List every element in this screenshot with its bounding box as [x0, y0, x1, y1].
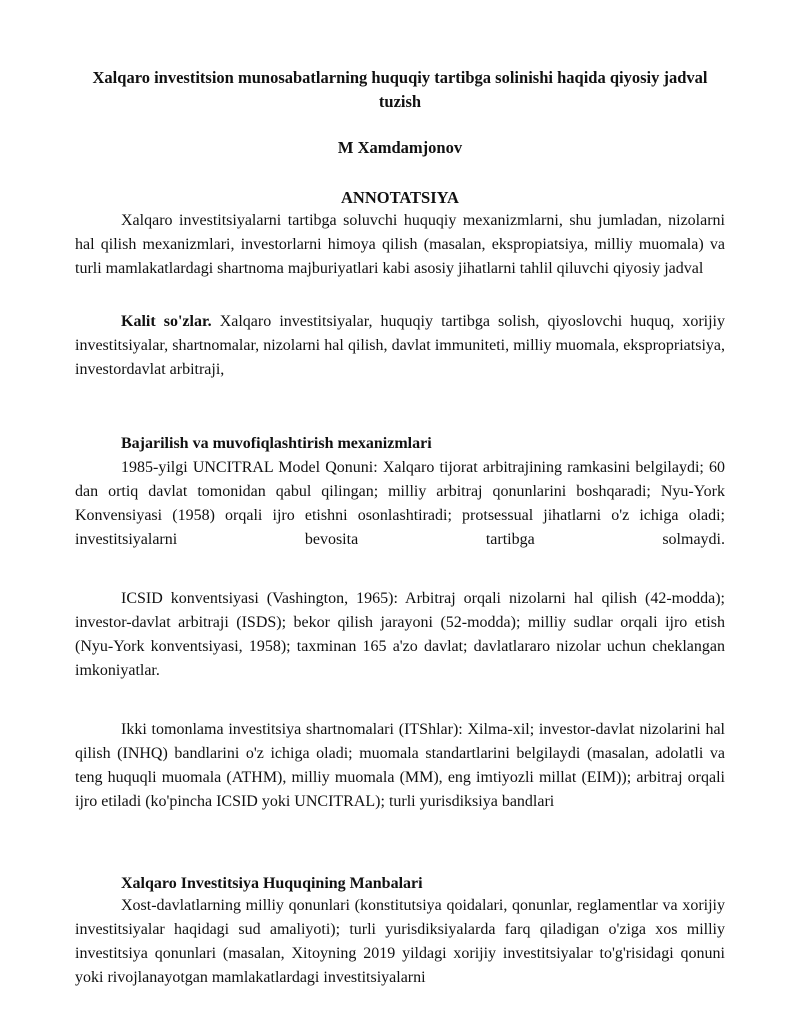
- document-title: Xalqaro investitsion munosabatlarning huquqiy tartibga solinishi haqida qiyosiy jadval tuzish: [92, 68, 708, 111]
- section-heading-sources: Xalqaro Investitsiya Huquqining Manbalari: [121, 875, 423, 892]
- keywords-paragraph: [75, 310, 725, 382]
- paragraph-uncitral: 1985-yilgi UNCITRAL Model Qonuni: Xalqaro tijorat arbitrajining ramkasini belgilaydi; 60 dan ortiq davlat tomonidan qabul qilingan; milliy arbitraj qonunlarini boshqaradi; Nyu-York Konvensiyasi (1958) orqali ijro etishni osonlashtiradi; protsessual jihatlarni o'z ichiga oladi; investitsiyalarni bevosita tartibga solmaydi.: [75, 459, 725, 548]
- annotation-heading: ANNOTATSIYA: [341, 188, 459, 207]
- annotation-paragraph: Xalqaro investitsiyalarni tartibga soluvchi huquqiy mexanizmlarni, shu jumladan, nizolarni hal qilish mexanizmlari, investorlarni himoya qilish (masalan, ekspropiatsiya, milliy muomala) va turli mamlakatlardagi shartnoma majburiyatlari kabi asosiy jihatlarni tahlil qiluvchi qiyosiy jadval: [75, 212, 725, 277]
- keywords-text: Xalqaro investitsiyalar, huquqiy tartibga solish, qiyoslovchi huquq, xorijiy investitsiyalar, shartnomalar, nizolarni hal qilish, davlat immuniteti, milliy muomala, ekspropriatsiya, investordavlat arbitraji,: [75, 313, 725, 378]
- section-heading-enforcement: Bajarilish va muvofiqlashtirish mexanizmlari: [121, 435, 432, 452]
- keywords-label: Kalit so'zlar.: [121, 313, 212, 330]
- author-name: M Xamdamjonov: [337, 138, 463, 157]
- paragraph-bits: Ikki tomonlama investitsiya shartnomalari (ITShlar): Xilma-xil; investor-davlat nizolarini hal qilish (INHQ) bandlarini o'z ichiga oladi; muomala standartlarini belgilaydi (masalan, adolatli va teng huquqli muomala (ATHM), milliy muomala (MM), eng imtiyozli millat (EIM)); arbitraj orqali ijro etiladi (ko'pincha ICSID yoki UNCITRAL); turli yurisdiksiya bandlari: [75, 721, 725, 810]
- paragraph-national-laws: Xost-davlatlarning milliy qonunlari (konstitutsiya qoidalari, qonunlar, reglamentlar va xorijiy investitsiyalar haqidagi sud amaliyoti); turli yurisdiksiyalarda farq qiladigan o'ziga xos milliy investitsiya qonunlari (masalan, Xitoyning 2019 yildagi xorijiy investitsiyalar to'g'risidagi qonuni yoki rivojlanayotgan mamlakatlardagi investitsiyalarni: [75, 897, 725, 986]
- paragraph-icsid: ICSID konventsiyasi (Vashington, 1965): Arbitraj orqali nizolarni hal qilish (42-modda); investor-davlat arbitraji (ISDS); bekor qilish jarayoni (52-modda); milliy sudlar orqali ijro etish (Nyu-York konventsiyasi, 1958); taxminan 165 a'zo davlat; davlatlararo nizolar uchun cheklangan imkoniyatlar.: [75, 590, 725, 679]
